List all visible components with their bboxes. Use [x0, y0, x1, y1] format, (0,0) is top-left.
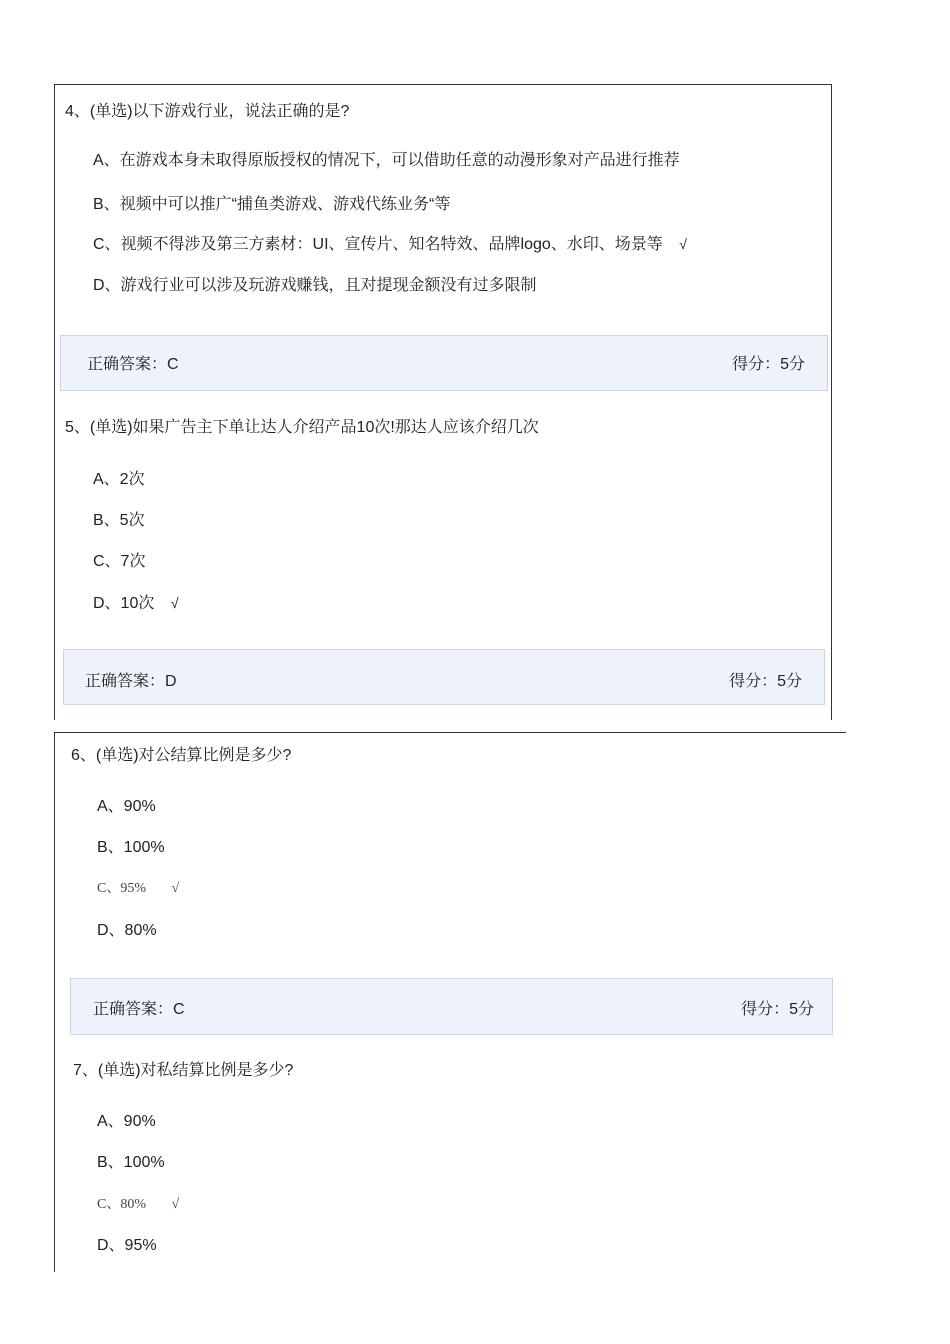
question-5-option-a: [93, 470, 145, 490]
option-label: D、80%: [97, 922, 157, 939]
correct-answer: 正确答案：C: [93, 1001, 185, 1018]
checkmark-icon: √: [170, 595, 179, 611]
question-5-title: 5、(单选)如果广告主下单让达人介绍产品10次!那达人应该介绍几次: [65, 419, 539, 436]
option-label: D、游戏行业可以涉及玩游戏赚钱，且对提现金额没有过多限制: [93, 277, 537, 294]
score: 得分：5分: [741, 1001, 814, 1018]
question-5-answer-box: [63, 649, 825, 705]
option-label: B、100%: [97, 1154, 165, 1171]
question-5-option-b: [93, 511, 145, 531]
question-7-option-c: [97, 1195, 179, 1215]
question-6-option-d: [97, 921, 157, 941]
option-label: A、在游戏本身未取得原版授权的情况下，可以借助任意的动漫形象对产品进行推荐: [93, 152, 680, 169]
option-label: C、80%: [97, 1197, 146, 1212]
question-4-title: 4、(单选)以下游戏行业，说法正确的是?: [65, 103, 350, 120]
exam-section-top: [54, 84, 832, 720]
question-6-option-a: [97, 797, 156, 817]
option-label: A、2次: [93, 471, 145, 488]
option-label: B、100%: [97, 839, 165, 856]
exam-section-bottom: [54, 732, 846, 1272]
option-label: D、10次: [93, 595, 155, 612]
question-4-option-d: [93, 276, 537, 296]
option-label: C、7次: [93, 553, 146, 570]
question-6-option-b: [97, 838, 165, 858]
question-7-title: 7、(单选)对私结算比例是多少?: [73, 1062, 294, 1079]
question-7-option-a: [97, 1112, 156, 1132]
question-4-option-a: [93, 151, 680, 171]
correct-answer: 正确答案：C: [87, 356, 179, 373]
checkmark-icon: √: [171, 881, 180, 896]
option-label: A、90%: [97, 1113, 156, 1130]
question-4-option-c: [93, 234, 687, 255]
question-5-option-d: [93, 593, 179, 614]
option-label: D、95%: [97, 1237, 157, 1254]
question-6-answer-box: [70, 978, 833, 1035]
option-label: C、视频不得涉及第三方素材：UI、宣传片、知名特效、品牌logo、水印、场景等: [93, 236, 663, 253]
option-label: B、5次: [93, 512, 145, 529]
question-7-option-b: [97, 1153, 165, 1173]
question-6-title: 6、(单选)对公结算比例是多少?: [71, 747, 292, 764]
question-4-option-b: [93, 195, 450, 215]
question-4-answer-box: [60, 335, 828, 391]
correct-answer: 正确答案：D: [85, 673, 177, 690]
question-6-option-c: [97, 879, 179, 899]
question-7-option-d: [97, 1236, 157, 1256]
checkmark-icon: √: [171, 1197, 180, 1212]
option-label: C、95%: [97, 881, 146, 896]
checkmark-icon: √: [679, 236, 687, 252]
option-label: A、90%: [97, 798, 156, 815]
score: 得分：5分: [732, 356, 805, 373]
question-5-option-c: [93, 552, 145, 572]
option-label: B、视频中可以推广“捕鱼类游戏、游戏代练业务“等: [93, 196, 451, 213]
score: 得分：5分: [729, 673, 802, 690]
